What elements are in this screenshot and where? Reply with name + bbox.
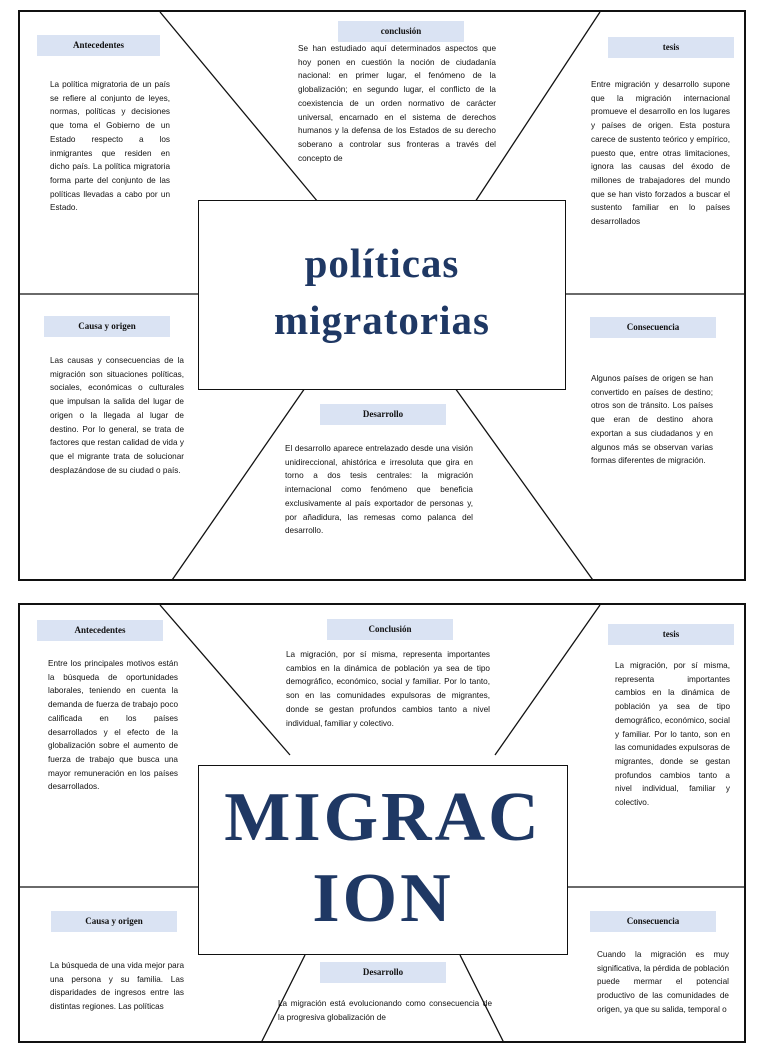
consecuencia-label: Consecuencia [590,911,716,932]
central-title-box [198,200,566,390]
tesis-label: tesis [608,624,734,645]
connector-line [455,388,595,581]
mind-map-panel-politicas [18,10,746,581]
conclusion-text: Se han estudiado aquí determinados aspectos que hoy ponen en cuestión la noción de ciudadanía nacional: en primer lugar, el fenómeno de la globalización; en segundo lugar, el conflicto de la coexistencia de un orden normativo de carácter universal, encarnado en el sistema de derechos humanos y la defensa de los Estados de su derecho soberano a controlar sus fronteras a través del concepto de [298,44,496,163]
antecedentes-label: Antecedentes [37,620,163,641]
consecuencia-text: Algunos países de origen se han convertido en países de destino; otros son de tránsito. Los países que eran de destino ahora exportan a sus ciudadanos y en algunos más se observan varias formas diferentes de migración. [591,374,713,466]
desarrollo-text: El desarrollo aparece entrelazado desde una visión unidireccional, ahistórica e irresoluta que gira en torno a dos tesis centrales: la migración internacional como fenómeno que beneficia exclusivamente al país exportador de personas y, por añadidura, las remesas como palanca del desarrollo. [285,444,473,536]
tesis-label: tesis [608,37,734,58]
central-title-line-1: políticas [304,240,460,286]
causa-origen-label: Causa y origen [51,911,177,932]
mind-map-panel-migracion [18,603,746,1043]
connector-line [160,605,290,755]
antecedentes-text: Entre los principales motivos están la búsqueda de oportunidades laborales, teniendo en cuenta la demanda de fuerza de trabajo poco calificada en los países desarrollados y el efecto de la globalización sobre el aumento de fuerza de trabajo que busca una mayor remuneración en los países desarrollados. [48,659,178,792]
desarrollo-label: Desarrollo [320,962,446,983]
causa-origen-label: Causa y origen [44,316,170,337]
central-title-line-1: MIGRAC [224,779,542,856]
central-title-box [198,765,568,955]
causa-origen-text: Las causas y consecuencias de la migración son situaciones políticas, sociales, económicas o culturales que impulsan la salida del lugar de origen o la llegada al lugar de destino. Por lo general, se trata de factores que restan calidad de vida y que el migrante trata de solucionar desplazándose de su ciudad o país. [50,356,184,475]
consecuencia-label: Consecuencia [590,317,716,338]
antecedentes-label: Antecedentes [37,35,160,56]
tesis-text: La migración, por sí misma, representa importantes cambios en la dinámica de población ya sea de tipo demográfico, económico, social y familiar. Por lo tanto, son en las comunidades expulsoras de migrantes, donde se gestan profundos cambios tanto a nivel individual, familiar y colectivo. [615,661,730,808]
consecuencia-text: Cuando la migración es muy significativa, la pérdida de población puede mermar el potencial productivo de las comunidades de origen, ya que su salida, temporal o [597,950,729,1014]
desarrollo-label: Desarrollo [320,404,446,425]
central-title-line-2: migratorias [274,297,490,343]
desarrollo-text: La migración está evolucionando como consecuencia de la progresiva globalización de [278,999,492,1022]
connector-line [495,605,600,755]
central-title-line-2: ION [312,860,454,937]
tesis-text: Entre migración y desarrollo supone que la migración internacional promueve el desarrollo en los lugares y países de origen. Esta postura carece de sustento teórico y empírico, puesto que, entre otras limitaciones, ignora las causas del éxodo de millones de trabajadores del mundo que se han visto forzados a buscar el sustento familiar en lo países desarrollados [591,80,730,227]
connector-line [160,12,318,202]
conclusion-text-clip [298,42,496,182]
antecedentes-text: La política migratoria de un país se refiere al conjunto de leyes, normas, políticas y decisiones que toma el Gobierno de un Estado respecto a los inmigrantes que residen en dicho país. La política migratoria forma parte del conjunto de las políticas llevadas a cabo por un Estado. [50,80,170,213]
conclusion-label: Conclusión [327,619,453,640]
conclusion-text: La migración, por sí misma, representa importantes cambios en la dinámica de población ya sea de tipo demográfico, económico, social y familiar. Por lo tanto, son en las comunidades expulsoras de migrantes, donde se gestan profundos cambios tanto a nivel individual, familiar y colectivo. [286,650,490,728]
causa-origen-text: La búsqueda de una vida mejor para una persona y su familia. Las disparidades de ingresos entre las distintas regiones. Las políticas [50,961,184,1012]
conclusion-label: conclusión [338,21,464,42]
